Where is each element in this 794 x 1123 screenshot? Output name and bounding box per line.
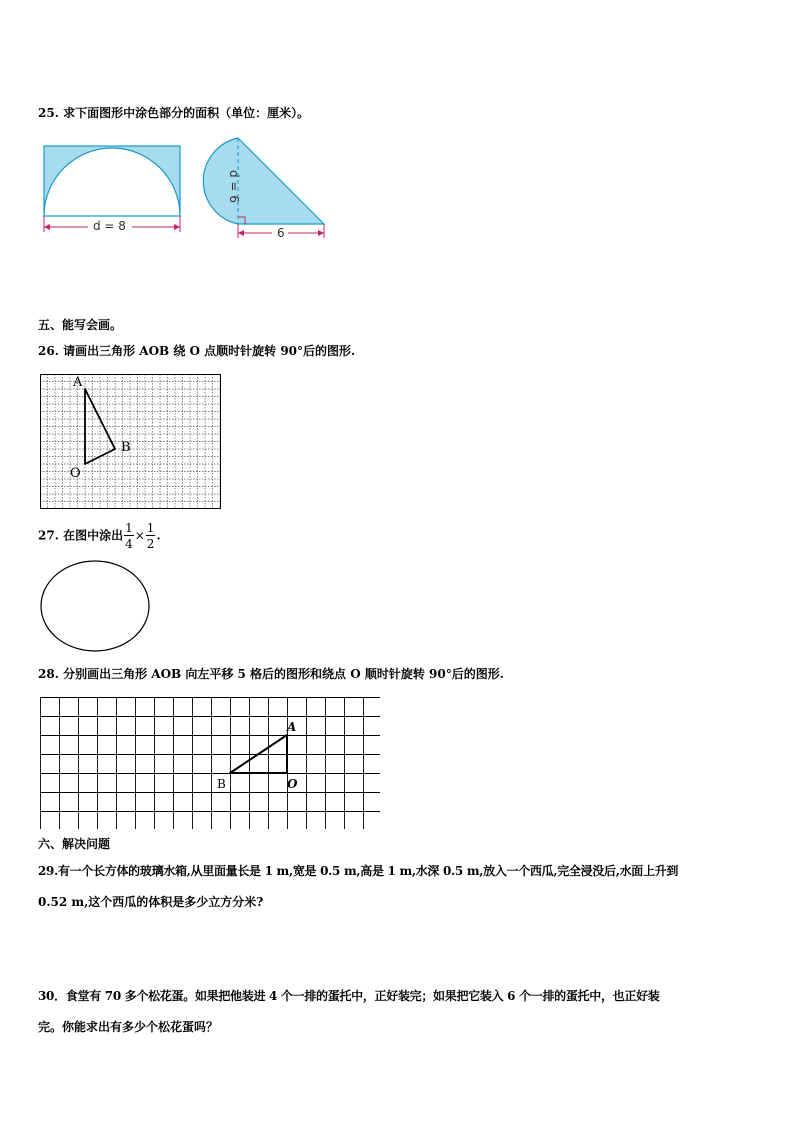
question-29-line1: 29.有一个长方体的玻璃水箱,从里面量长是 1 m,宽是 0.5 m,高是 1 m,水深 0.5 m,放入一个西瓜,完全浸没后,水面上升到 [38,864,679,878]
times-sign: × [134,528,145,543]
question-text: 请画出三角形 AOB 绕 O 点顺时针旋转 90°后的图形. [63,344,356,358]
vertex-label-a: A [287,720,297,734]
question-30-line1: 30．食堂有 70 多个松花蛋。如果把他装进 4 个一排的蛋托中，正好装完；如果把它装入 6 个一排的蛋托中，也正好装 [38,989,660,1003]
question-30-line2: 完。你能求出有多少个松花蛋吗？ [38,1020,219,1034]
dimension-label-6: 6 [277,226,285,240]
grid-q28 [40,697,382,831]
question-number: 28. [38,667,59,681]
dimension-label-d8: d = 8 [93,219,126,233]
fraction-one-half: $\frac{1}{2}$ [146,520,155,551]
vertex-label-a: A [73,375,83,390]
shaded-region [44,146,180,216]
fraction-one-quarter: $\frac{1}{4}$ [125,520,133,551]
dimension-label-d6: d = 6 [227,170,241,203]
question-number: 26. [38,344,59,358]
ellipse-shape [40,560,152,654]
vertex-label-b: B [121,440,131,455]
question-28 [38,668,504,680]
grid-q26 [40,374,222,510]
section-6-title: 六、解决问题 [38,837,111,851]
question-text: 求下面图形中涂色部分的面积（单位：厘米）。 [63,106,310,120]
vertex-label-o: O [287,777,298,791]
triangle-aob [230,735,287,773]
vertex-label-o: O [70,466,81,481]
shaded-shape [203,138,324,224]
figure-semicircle-triangle [192,134,332,244]
question-number: 25. [38,106,59,120]
question-26 [38,345,355,357]
section-5-title: 五、能写会画。 [38,318,123,332]
question-25 [38,107,309,119]
question-29-line2: 0.52 m,这个西瓜的体积是多少立方分米? [38,895,264,909]
vertex-label-b: B [217,777,226,791]
question-text: 分别画出三角形 AOB 向左平移 5 格后的图形和绕点 O 顺时针旋转 90°后的图形. [63,667,504,681]
question-27: 27. 在图中涂出 $\frac{1}{4}$ × $\frac{1}{2}$ . [38,520,161,551]
question-text: 在图中涂出 [63,528,124,543]
question-number: 27. [38,528,59,543]
